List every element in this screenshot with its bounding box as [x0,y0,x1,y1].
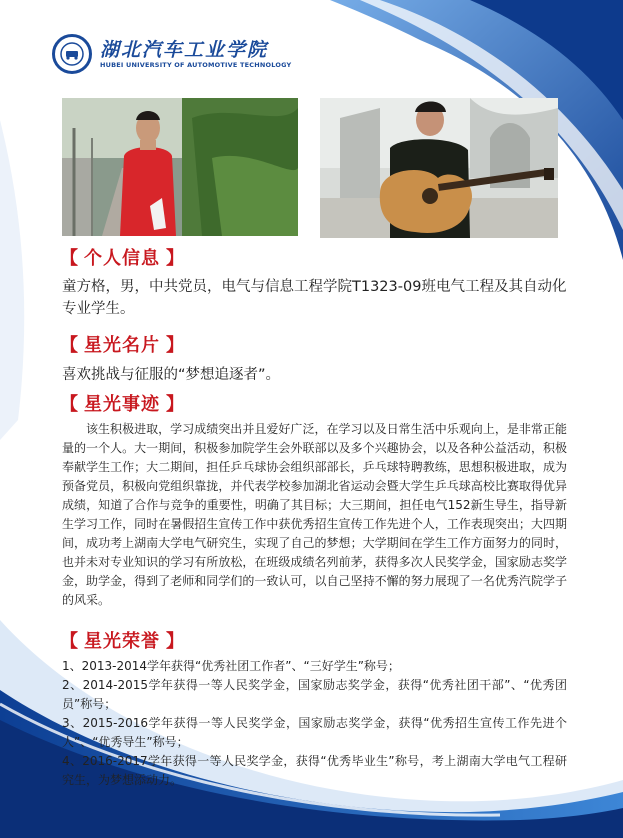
school-name-en: HUBEI UNIVERSITY OF AUTOMOTIVE TECHNOLOGY [100,60,292,69]
deeds-text: 该生积极进取，学习成绩突出并且爱好广泛，在学习以及日常生活中乐观向上，是非常正能量的一个人。大一期间，积极参加院学生会外联部以及多个兴趣协会，以及各种公益活动，积极奉献学生工作；大二期间，担任乒乓球协会组织部部长，乒乓球特聘教练，思想积极进取，成为预备党员，积极向党组织靠拢，并代表学校参加湖北省运动会暨大学生乒乓球高校比赛取得优异成绩，知道了合作与竞争的重要性，明确了其目标；大三期间，担任电气152新生导生，指导新生学习工作，同时在暑假招生宣传工作中获优秀招生宣传工作先进个人，工作表现突出；大四期间，成功考上湖南大学电气研究生，实现了自己的梦想；大学期间在学生工作方面努力的同时，也并未对专业知识的学习有所放松，在班级成绩名列前茅，获得多次人民奖学金，国家励志奖学金，助学金，得到了老师和同学们的一致认可，以自己坚持不懈的努力展现了一名优秀汽院学子的风采。 [62,422,567,607]
personal-title: 个人信息 [84,248,160,269]
deeds-title: 星光事迹 [84,394,160,415]
bracket-open: 【 [60,248,78,269]
personal-text: 童方格，男，中共党员，电气与信息工程学院T1323-09班电气工程及其自动化专业学生。 [62,279,567,317]
section-heading-card [60,334,184,358]
bracket-open: 【 [60,631,78,652]
honors-list [62,657,567,790]
bracket-close: 】 [166,631,184,652]
honors-title: 星光荣誉 [84,631,160,652]
honor-item: 4、2016-2017学年获得一等人民奖学金，获得“优秀毕业生”称号，考上湖南大学电气工程研究生，为梦想添动力。 [62,754,567,787]
honor-item: 2、2014-2015学年获得一等人民奖学金，国家励志奖学金，获得“优秀社团干部”、“优秀团员”称号； [62,678,567,711]
card-text: 喜欢挑战与征服的“梦想追逐者”。 [62,367,281,383]
honor-item: 3、2015-2016学年获得一等人民奖学金，国家励志奖学金，获得“优秀招生宣传工作先进个人”、“优秀导生”称号； [62,716,567,749]
bracket-close: 】 [166,248,184,269]
bracket-open: 【 [60,394,78,415]
honor-item: 1、2013-2014学年获得“优秀社团工作者”、“三好学生”称号； [62,659,400,673]
card-title: 星光名片 [84,335,160,356]
section-heading-personal [60,247,184,271]
bracket-open: 【 [60,335,78,356]
section-heading-deeds [60,393,184,417]
bracket-close: 】 [166,394,184,415]
section-heading-honors [60,630,184,654]
school-name-cn: 湖北汽车工业学院 [100,38,269,61]
bracket-close: 】 [166,335,184,356]
